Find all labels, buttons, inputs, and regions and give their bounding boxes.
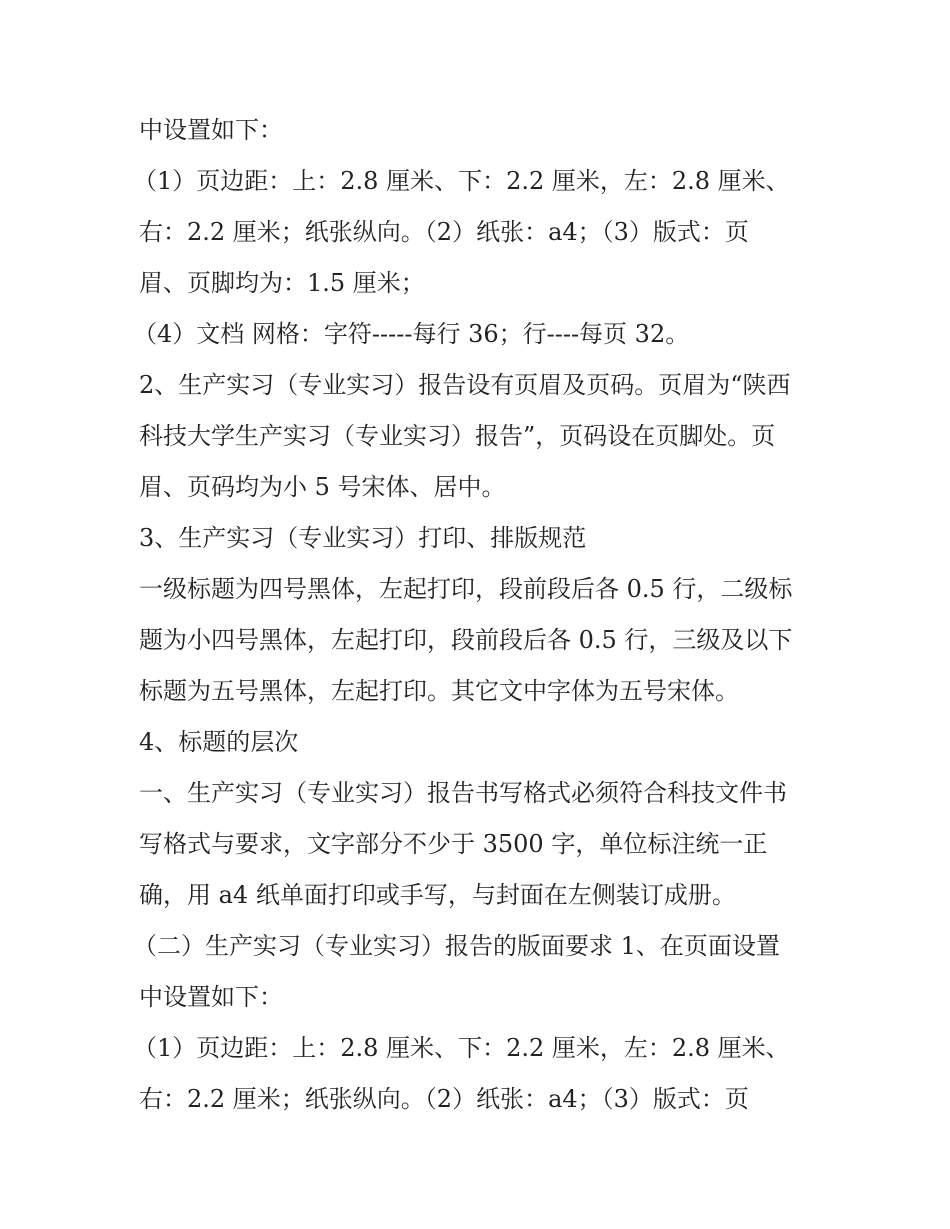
- text-line: （1）页边距：上：2.8 厘米、下：2.2 厘米，左：2.8 厘米、: [133, 1034, 790, 1062]
- text-line: 4、标题的层次: [139, 728, 299, 756]
- text-line: 中设置如下：: [139, 116, 283, 144]
- text-line: 2、生产实习（专业实习）报告设有页眉及页码。页眉为“陕西: [139, 371, 791, 399]
- text-line: 眉、页码均为小 5 号宋体、居中。: [139, 473, 506, 501]
- text-line: （1）页边距：上：2.8 厘米、下：2.2 厘米，左：2.8 厘米、: [133, 167, 790, 195]
- text-line: 中设置如下：: [139, 983, 283, 1011]
- text-line: 眉、页脚均为：1.5 厘米；: [139, 269, 425, 297]
- text-line: 右：2.2 厘米；纸张纵向。（2）纸张：a4；（3）版式：页: [139, 1085, 749, 1113]
- text-line: 标题为五号黑体，左起打印。其它文中字体为五号宋体。: [139, 677, 739, 705]
- text-line: （4）文档 网格：字符-----每行 36；行----每页 32。: [133, 320, 690, 348]
- text-line: 科技大学生产实习（专业实习）报告”，页码设在页脚处。页: [139, 422, 776, 450]
- text-line: 写格式与要求，文字部分不少于 3500 字，单位标注统一正: [139, 830, 768, 858]
- text-line: 右：2.2 厘米；纸张纵向。（2）纸张：a4；（3）版式：页: [139, 218, 749, 246]
- text-line: 3、生产实习（专业实习）打印、排版规范: [139, 524, 587, 552]
- text-line: 一级标题为四号黑体，左起打印，段前段后各 0.5 行，二级标: [139, 575, 793, 603]
- text-line: 确，用 a4 纸单面打印或手写，与封面在左侧装订成册。: [139, 881, 736, 909]
- text-line: （二）生产实习（专业实习）报告的版面要求 1、在页面设置: [133, 932, 780, 960]
- text-line: 一、生产实习（专业实习）报告书写格式必须符合科技文件书: [139, 779, 787, 807]
- document-body: [133, 105, 829, 1125]
- text-line: 题为小四号黑体，左起打印，段前段后各 0.5 行，三级及以下: [139, 626, 793, 654]
